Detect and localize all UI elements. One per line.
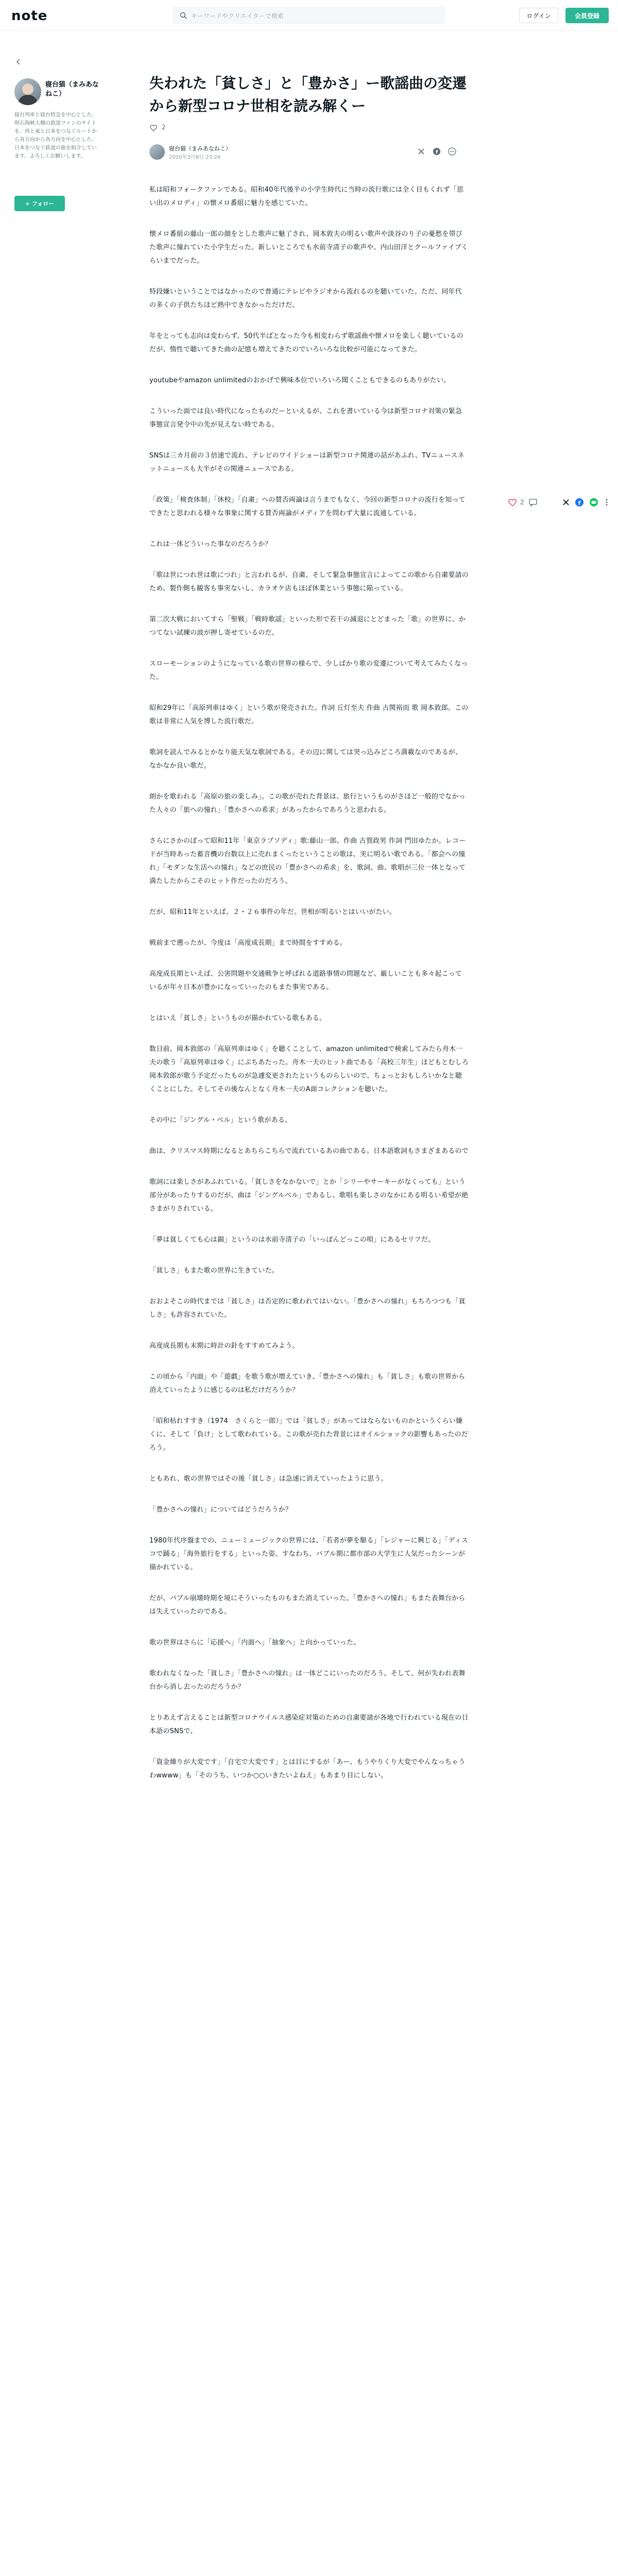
byline xyxy=(149,142,469,163)
article-paragraph: 歌の世界はさらに「応援へ」「内面へ」「抽象へ」と向かっていった。 xyxy=(149,1639,360,1647)
article-paragraph: 第二次大戦においてすら「聖戦」「戦時歌謡」といった形で若干の減退にとどまった「歌」の世界に、かつてない試練の波が押し寄せているのだ。 xyxy=(149,616,466,637)
article-paragraph: 朗かを歌われる「高原の旅の楽しみ」。この歌が売れた背景は、旅行というものがさほど一般的でなかった人々の「旅への憧れ」「豊かさへの希求」があったからであろうと思われる。 xyxy=(149,793,466,814)
article-paragraph: 「資金繰りが大変です」「自宅で大変です」とは目にするが「あー、もうやりくり大変でやんなっちゃうわwwww」も「そのうち、いつか○○いきたいよねえ」もあまり目にしない。 xyxy=(149,1758,466,1780)
like-count: 2 xyxy=(162,124,166,131)
svg-text:f: f xyxy=(578,500,581,506)
byline-date: 2020年3月8日 23:24 xyxy=(169,155,221,160)
svg-text:f: f xyxy=(436,149,438,156)
search-input[interactable] xyxy=(191,10,438,22)
article-paragraph: ともあれ、歌の世界ではその後「貧しさ」は急速に消えていったように思う。 xyxy=(149,1475,388,1483)
note-logo[interactable]: note xyxy=(11,8,48,24)
article-paragraph: こういった面では良い時代になったものだーといえるが、これを書いている今は新型コロナ対策の緊急事態宣言発令中の先が見えない時である。 xyxy=(149,408,462,429)
floating-facebook-icon[interactable] xyxy=(575,498,584,507)
article-paragraph: 懐メロ番組の藤山一郎の顔をとした歌声に魅了され、岡本敦夫の明るい歌声や淡谷のり子の憂愁を帯びた歌声に憧れていた小学生だった。新しいところでも水前寺清子の歌声や、内山田洋とクールファイブくらいまでだった。 xyxy=(149,230,469,265)
article-title: 失われた「貧しさ」と「豊かさ」ー歌謡曲の変遷から新型コロナ世相を読み解くー xyxy=(149,75,467,114)
article-paragraph: だが、バブル崩壊時期を境にそういったものもまた消えていった。「豊かさへの憧れ」もまた表舞台からは失えていったのである。 xyxy=(149,1595,466,1616)
article-paragraph: youtubeやamazon unlimitedのおかげで興味本位でいろいろ聞くこともできるのもありがたい。 xyxy=(149,377,451,384)
author-avatar[interactable] xyxy=(14,78,41,105)
article-paragraph: 特段嫌いということではなかったので普通にテレビやラジオから流れるのを聴いていた。ただ、同年代の多くの子供たちほど熱中できなかっただけだ。 xyxy=(149,288,462,309)
article-paragraph: 曲は、クリスマス時期になるとあちらこちらで流れているあの曲である。日本語歌詞もさまざまあるので xyxy=(149,1147,469,1155)
search-icon xyxy=(180,12,187,19)
author-bio: 寝台列車と寝台特急を中心とした、明石海峡大橋の鉄道ファンのサイトを、西と東と日本をつなぐルートから各方向から各方向を中心とした、日本をつなぐ鉄道の旅を紹介しています。よろしくお願いします。 xyxy=(14,112,97,159)
signup-button[interactable]: 会員登録 xyxy=(565,8,609,23)
floating-line-icon[interactable] xyxy=(589,498,598,507)
article-paragraph: おおよそこの時代までは「貧しさ」は否定的に歌われてはいない。「豊かさへの憧れ」もちろつつも「貧しさ」も許容されていた。 xyxy=(149,1298,466,1319)
floating-heart-icon[interactable] xyxy=(508,498,517,507)
heart-icon[interactable] xyxy=(149,124,158,132)
article-paragraph: とりあえず言えることは新型コロナウイルス感染症対策のための自粛要請が各地で行われている現在の日本語のSNSで、 xyxy=(149,1714,469,1735)
article-paragraph: とはいえ「貧しさ」というものが描かれている歌もある。 xyxy=(149,1014,327,1022)
floating-like-count: 2 xyxy=(520,499,524,506)
search-box[interactable] xyxy=(173,7,445,24)
article-paragraph: この頃から「内面」や「遊戯」を歌う歌が増えていき、「豊かさへの憧れ」も「貧しさ」も歌の世界から消えていったように感じるのは私だけだろうか？ xyxy=(149,1373,466,1394)
article-paragraph: 数日前、岡本敦郎の「高原列車はゆく」を聴くことして、amazon unlimitedで検索してみたら舟木一夫の歌う「高原列車はゆく」にぶちあたった。舟木一夫のヒット曲である「高校三年生」ほどもとむしろ岡本敦郎が歌う予定だったものが急遽変更されたというものらしいので、ちょっとおもしろいかなと聴くことにした。そしてその後なんとなく舟木一夫のA面コレクションを聴いた。 xyxy=(149,1045,469,1093)
article-paragraph: 「豊かさへの憧れ」についてはどうだろうか？ xyxy=(149,1506,292,1514)
follow-label: フォロー xyxy=(31,200,55,207)
article-body xyxy=(149,183,469,1800)
article-paragraph: 歌われなくなった「貧しさ」「豊かさへの憧れ」は一体どこにいったのだろう。そして、何が失われ表舞台から消し去ったのだろうか？ xyxy=(149,1670,466,1691)
article-paragraph: SNSは三カ月前の３倍速で流れ、テレビのワイドショーは新型コロナ関連の話があふれ、TVニュースネットニュースも大半がその関連ニュースである。 xyxy=(149,452,465,473)
global-header xyxy=(0,0,618,31)
floating-x-icon[interactable] xyxy=(561,498,571,507)
byline-avatar[interactable] xyxy=(149,144,165,160)
article-paragraph: 私は昭和フォークファンである。昭和40年代後半の小学生時代に当時の流行歌には全く目もくれず「思い出のメロディ」の懐メロ番組に魅力を感じていた。 xyxy=(149,186,464,207)
login-button[interactable]: ログイン xyxy=(519,8,558,23)
article-paragraph: 戦前まで遡ったが、今度は「高度成長期」まで時間をすすめる。 xyxy=(149,939,347,947)
chevron-left-icon[interactable] xyxy=(15,59,22,65)
article-paragraph: 年をとっても志向は変わらず、50代半ばとなった今も相変わらず歌謡曲や懐メロを楽しく聴いているのだが、惰性で聴いてきた曲の記憶も増えてきたのでいろいろな比較が可能になってきた。 xyxy=(149,332,464,353)
article-paragraph: さらにさかのぼって昭和11年「東京ラプソディ」歌:藤山一郎、作曲 古賀政男 作詞 門田ゆたか。レコードが当時あった蓄音機の台数以上に売れまくったということの歌は、実に明るい歌である。「都会への憧れ」「モダンな生活への憧れ」などの庶民の「豊かさへの希求」を、歌詞、曲、歌唱が三位一体となって満たしたからこそのヒット作だったのだろう。 xyxy=(149,837,466,885)
more-options-icon[interactable] xyxy=(448,147,456,156)
article-paragraph: 「貧しさ」もまた歌の世界に生きていた。 xyxy=(149,1267,279,1275)
author-name[interactable]: 寝台猫（まみあなねこ） xyxy=(45,81,99,98)
article-paragraph: 「歌は世につれ世は歌につれ」と言われるが、自粛、そして緊急事態宣言によってこの歌から自粛要請のため、製作側も観客も事実ないし、カラオケ店もほぼ休業という事態に陥っている。 xyxy=(149,571,469,592)
article-paragraph: 歌詞を読んでみるとかなり能天気な歌詞である。その辺に関しては突っ込みどころ満載なのであるが、なかなか良い歌だ。 xyxy=(149,749,462,770)
article-paragraph: だが、昭和11年といえば、２・２６事件の年だ。世相が明るいとはいいがたい。 xyxy=(149,908,396,916)
byline-author[interactable]: 寝台猫（まみあなねこ） xyxy=(169,145,231,152)
follow-button[interactable] xyxy=(14,196,65,211)
comment-icon[interactable] xyxy=(528,498,538,507)
article-paragraph: その中に「ジングル・ベル」という歌がある。 xyxy=(149,1116,292,1124)
article-paragraph: 「夢は貧しくても心は錦」というのは水前寺清子の「いっぽんどっこの唄」にあるセリフだ。 xyxy=(149,1236,435,1244)
article-paragraph: 「政策」「検査体制」「休校」「自粛」への賛否両論は言うまでもなく、今回の新型コロナの流行を知ってできたと思われる様々な事象に関する賛否両論がメディアを問わず大量に流通している。 xyxy=(149,496,466,517)
article-paragraph: スローモーションのようになっている歌の世界の様らで、少しばかり歌の変遷について考えてみたくなった。 xyxy=(149,660,468,681)
article-paragraph: 「昭和枯れすすき（1974 さくらと一郎）」では「貧しさ」があってはならないものかというくらい嫌くに、そして「負け」として歌われている。この歌が売れた背景にはオイルショックの影響もあったのだろう。 xyxy=(149,1417,469,1452)
follow-icon: + xyxy=(25,200,32,207)
article xyxy=(149,72,469,1780)
article-paragraph: 1980年代序盤までの、ニューミュージックの世界には、「若者が夢を駆る」「レジャーに興じる」「ディスコで踊る」「海外旅行をする」といった姿、すなわち、バブル期に都市部の大学生に人気だったシーンが描かれている。 xyxy=(149,1537,468,1571)
article-paragraph: 高度成長期も末期に時計の針をすすめてみよう。 xyxy=(149,1342,299,1350)
article-paragraph: 昭和29年に「高原列車はゆく」という歌が発売された。作詞 丘灯至夫 作曲 古関裕而 歌 岡本敦郎。この歌は非常に人気を博した流行歌だ。 xyxy=(149,704,469,725)
floating-action-bar xyxy=(508,495,611,510)
x-share-icon[interactable] xyxy=(417,147,425,156)
article-paragraph: 歌詞には楽しさがあふれている。「貧しさをなかないで」とか「シリーやサーキーがなくっても」という部分があったりするのだが、曲は「ジングルベル」であるし、歌唱も楽しさのなかにある明るい希望が絶さまがりされている。 xyxy=(149,1178,469,1213)
facebook-share-icon[interactable] xyxy=(433,147,441,156)
article-paragraph: 高度成長期といえば、公害問題や交通戦争と呼ばれる道路事情の問題など、厳しいことも多々起こっているが年々日本が豊かになっていったのもまた事実である。 xyxy=(149,970,462,991)
article-paragraph: これは一体どういった事なのだろうか？ xyxy=(149,540,272,548)
floating-more-icon[interactable] xyxy=(603,498,611,507)
